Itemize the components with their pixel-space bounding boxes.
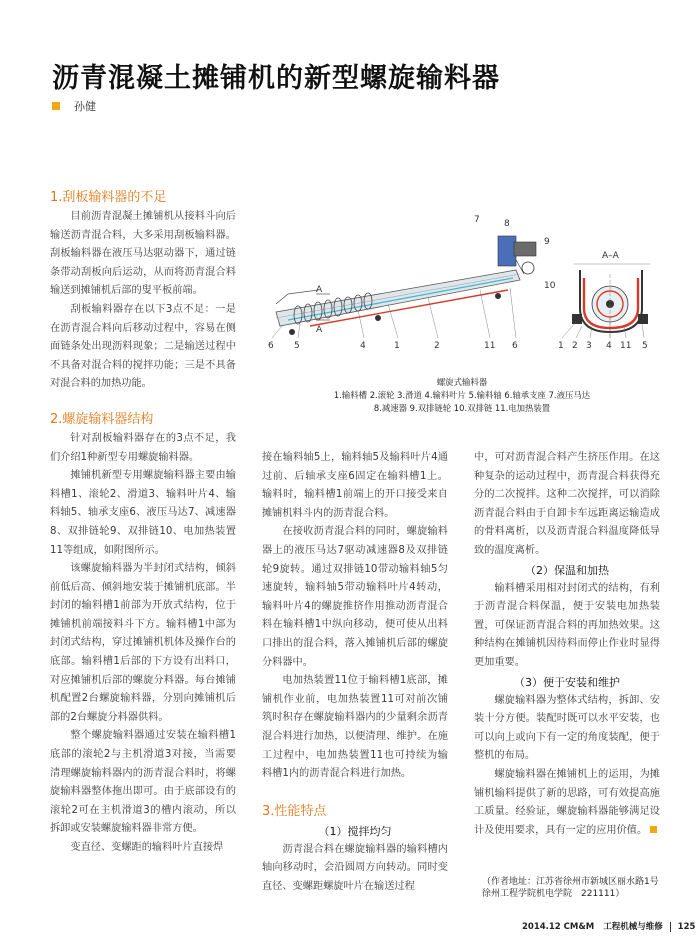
- motor-block: [498, 236, 516, 266]
- address-line-1: （作者地址：江苏省徐州市新城区丽水路1号: [482, 877, 659, 887]
- section-label-3: 3: [586, 341, 592, 351]
- paragraph: 变直径、变螺距的输料叶片直接焊: [70, 842, 224, 853]
- label-10: 10: [544, 281, 556, 291]
- section-label-11: 11: [620, 341, 632, 351]
- label-8: 8: [504, 219, 510, 229]
- label-4: 4: [360, 341, 366, 351]
- paragraph: 该螺旋输料器为半封闭式结构，倾斜前低后高、倾斜地安装于摊铺机底部。半封闭的输料槽1前部为开放式结构，位于摊铺机前端接料斗下方。输料槽1中部为封闭式结构，穿过摊铺机机体及操作台的底部。输料槽1后部的下方设有出料口，对应摊铺机后部的螺旋分料器。每台摊铺机配置2台螺旋输料器，分别向摊铺机后部的2台螺旋分料器供料。: [50, 563, 236, 723]
- paragraph: 目前沥青混凝土摊铺机从接料斗向后输送沥青混合料，大多采用刮板输料器。刮板输料器在液压马达驱动器下，通过链条带动刮板向后运动，从而将沥青混合料输送到摊铺机后部的叟平板前端。: [50, 211, 236, 297]
- column-1: [50, 188, 236, 858]
- author-name: 孙健: [74, 100, 96, 113]
- section-2-title: 2.螺旋输料器结构: [50, 411, 154, 427]
- column-2: [262, 449, 448, 896]
- label-6: 6: [268, 341, 274, 351]
- paragraph: 电加热装置11位于输料槽1底部，摊铺机作业前，电加热装置11可对前次铺筑时积存在螺旋输料器内的少量剩余沥青混合料进行加热，以便清理、维护。在施工过程中，电加热装置11也可持续为输料槽1内的沥青混合料进行加热。: [262, 675, 448, 780]
- section-title: A–A: [602, 251, 619, 261]
- paragraph: 输料槽采用相对封闭式的结构，有利于沥青混合料保温，便于安装电加热装置，可保证沥青混合料的再加热效果。这种结构在摊铺机因待料而停止作业时显得更加重要。: [474, 582, 660, 668]
- section-label-1: 1: [558, 341, 564, 351]
- paragraph: 刮板输料器存在以下3点不足：一是在沥青混合料向后移动过程中，容易在侧面链条处出现沥料现象；二是输送过程中不具备对混合料的搅拌功能；三是不具备对混合料的加热功能。: [50, 303, 236, 390]
- column-3: [474, 449, 660, 840]
- label-6b: 6: [512, 341, 518, 351]
- section-label-2: 2: [572, 341, 578, 351]
- label-9: 9: [544, 237, 550, 247]
- paragraph: 针对刮板输料器存在的3点不足，我们介绍1种新型专用螺旋输料器。: [50, 432, 236, 463]
- author-address: [482, 876, 659, 900]
- footer-divider: [670, 922, 671, 932]
- paragraph: [474, 766, 660, 840]
- figure-caption: [262, 376, 662, 415]
- label-11: 11: [484, 341, 496, 351]
- paragraph: 螺旋输料器为整体式结构，拆卸、安装十分方便。装配时既可以水平安装，也可以向上或向下有一定的角度装配，便于整机的布局。: [474, 694, 660, 762]
- author-line: [52, 98, 96, 114]
- label-5: 5: [294, 341, 300, 351]
- subheading-maintenance: （3）便于安装和维护: [514, 675, 620, 689]
- paragraph: 接在输料轴5上，输料轴5及输料叶片4通过前、后轴承支座6固定在输料槽1上。输料时，输料槽1前端上的开口接受来自摊铺机料斗内的沥青混合料。: [262, 452, 448, 519]
- label-7: 7: [474, 215, 480, 225]
- subheading-mixing: （1）搅拌均匀: [318, 824, 392, 838]
- section-1-title: 1.刮板输料器的不足: [50, 190, 167, 205]
- end-mark-icon: [650, 826, 657, 833]
- caption-line-2: 8.减速器 9.双排链轮 10.双排链 11.电加热装置: [373, 403, 551, 413]
- label-2: 2: [434, 341, 440, 351]
- footer-magazine: 工程机械与维修: [603, 922, 663, 932]
- paragraph: 摊铺机新型专用螺旋输料器主要由输料槽1、滚轮2、滑道3、输料叶片4、输料轴5、轴承支座6、液压马达7、减速器8、双排链轮9、双排链10、电加热装置11等组成，如附图所示。: [50, 470, 236, 556]
- section-3-title: 3.性能特点: [262, 803, 327, 819]
- section-arrow-label: A: [316, 325, 323, 335]
- section-arrow-label: A: [316, 285, 323, 295]
- footer-issue: 2014.12 CM&M: [522, 922, 595, 932]
- section-label-4: 4: [606, 341, 612, 351]
- address-line-2: 徐州工程学院机电学院 221111）: [482, 889, 625, 899]
- paragraph: 在接收沥青混合料的同时，螺旋输料器上的液压马达7驱动减速器8及双排链轮9旋转。通过双排链10带动输料轴5匀速旋转，输料轴5带动输料叶片4转动，输料叶片4的螺旋推挤作用推动沥青混合料在输料槽1中纵向移动，便可使从出料口排出的混合料，落入摊铺机后部的螺旋分料器中。: [262, 526, 448, 668]
- paragraph: 中，可对沥青混合料产生挤压作用。在这种复杂的运动过程中，沥青混合料获得充分的二次搅拌。这种二次搅拌，可以消除沥青混合料由于自卸卡车远距离运输造成的骨料离析，以及沥青混合料温度降低导致的温度离析。: [474, 452, 660, 556]
- subheading-heating: （2）保温和加热: [525, 563, 609, 577]
- trough-shape: [276, 270, 520, 326]
- page-number: 125: [677, 922, 696, 932]
- article-title: 沥青混凝土摊铺机的新型螺旋输料器: [52, 63, 500, 94]
- section-label-5: 5: [642, 341, 648, 351]
- page-footer: [522, 920, 695, 932]
- side-view: [268, 215, 556, 351]
- author-square-icon: [52, 102, 60, 110]
- paragraph: 整个螺旋输料器通过安装在输料槽1底部的滚轮2与主机滑道3对接，当需要清理螺旋输料器内的沥青混合料时，将螺旋输料器整体拖出即可。由于底部设有的滚轮2可在主机滑道3的槽内滚动，所以拆卸或安装螺旋输料器非常方便。: [50, 730, 236, 835]
- paragraph-text: 螺旋输料器在摊铺机上的运用，为摊铺机输料提供了新的思路，可有效提高施工质量。经验证，螺旋输料器能够满足设计及使用要求，具有一定的应用价值。: [474, 768, 660, 836]
- cross-section-view: [558, 251, 650, 351]
- caption-line-1: 1.输料槽 2.滚轮 3.滑道 4.输料叶片 5.输料轴 6.轴承支座 7.液压马达: [333, 390, 591, 400]
- label-1: 1: [394, 341, 400, 351]
- paragraph: 沥青混合料在螺旋输料器的输料槽内轴向移动时，会沿圆周方向转动。同时变直径、变螺距螺旋叶片在输送过程: [262, 843, 448, 892]
- caption-title: 螺旋式输料器: [436, 377, 488, 387]
